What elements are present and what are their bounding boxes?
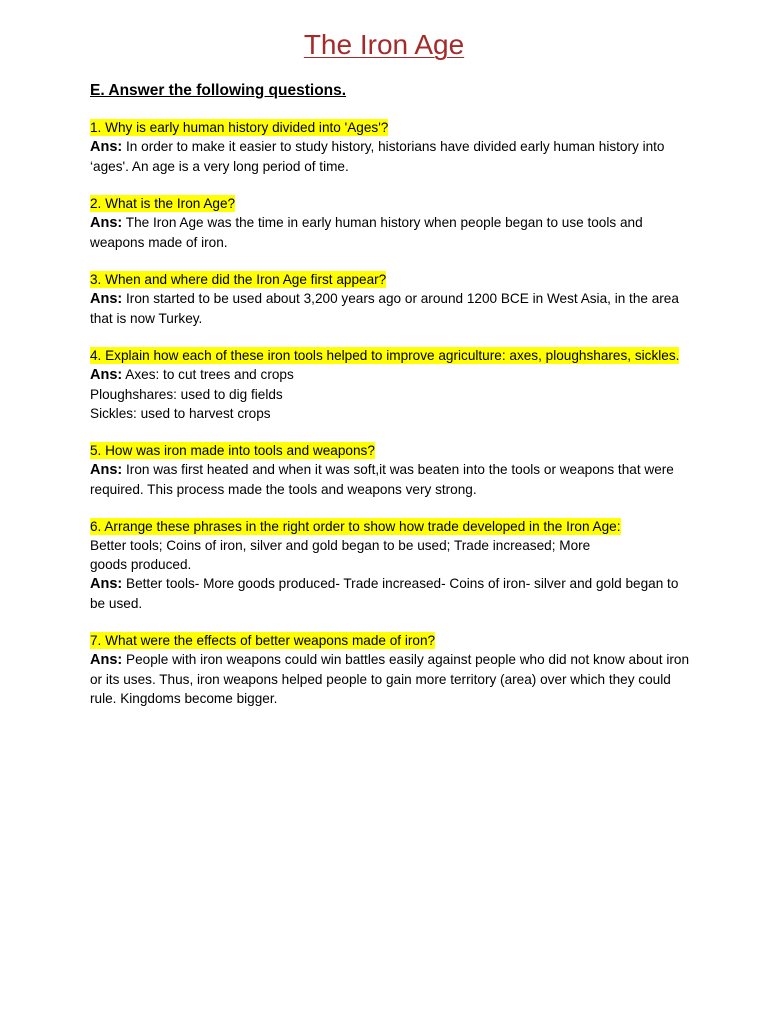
answer-text: Better tools- More goods produced- Trade increased- Coins of iron- silver and gold began to be used. [90,576,679,611]
answer-label: Ans: [90,652,123,668]
question-highlight: 2. What is the Iron Age? [90,196,236,211]
answer-text: People with iron weapons could win battles easily against people who did not know about iron or its uses. Thus, iron weapons helped people to gain more territory (area) over which they could rule. Kingdoms become bigger. [90,652,690,706]
answer-4-line-3: Sickles: used to harvest crops [90,406,271,421]
answer-label: Ans: [90,367,123,383]
qa-item-2 [90,194,690,252]
question-2 [90,194,690,213]
answer-1 [90,137,690,176]
answer-text: In order to make it easier to study history, historians have divided early human history into ‘ages'. An age is a very long period of time. [90,139,665,174]
question-6 [90,517,690,536]
section-heading: E. Answer the following questions. [90,82,347,99]
question-highlight: 4. Explain how each of these iron tools helped to improve agriculture: axes, ploughshares, sickles. [90,348,680,363]
document-body [90,80,690,726]
answer-5 [90,460,690,499]
document-title: The Iron Age [303,29,465,60]
question-highlight: 7. What were the effects of better weapons made of iron? [90,633,436,648]
answer-4-line-2: Ploughshares: used to dig fields [90,387,283,402]
phrases-line-1: Better tools; Coins of iron, silver and gold began to be used; Trade increased; More [90,538,591,553]
qa-item-3 [90,270,690,328]
answer-text: The Iron Age was the time in early human history when people began to use tools and weapons made of iron. [90,215,643,250]
answer-text: Axes: to cut trees and crops [125,367,294,382]
answer-7 [90,650,690,708]
answer-2 [90,213,690,252]
question-highlight: 3. When and where did the Iron Age first appear? [90,272,387,287]
question-5 [90,441,690,460]
phrases-line-2: goods produced. [90,557,192,572]
answer-label: Ans: [90,215,123,231]
question-highlight: 5. How was iron made into tools and weapons? [90,443,375,458]
question-highlight: 6. Arrange these phrases in the right order to show how trade developed in the Iron Age: [90,519,621,534]
answer-label: Ans: [90,139,123,155]
qa-item-4 [90,346,690,423]
qa-item-5 [90,441,690,499]
answer-6 [90,574,690,613]
answer-4 [90,365,690,385]
question-1 [90,118,690,137]
answer-label: Ans: [90,291,123,307]
answer-label: Ans: [90,576,123,592]
answer-text: Iron started to be used about 3,200 years ago or around 1200 BCE in West Asia, in the area that is now Turkey. [90,291,679,326]
qa-item-7 [90,631,690,708]
qa-item-1 [90,118,690,176]
question-highlight: 1. Why is early human history divided into 'Ages'? [90,120,389,135]
qa-item-6 [90,517,690,613]
question-7 [90,631,690,650]
answer-text: Iron was first heated and when it was soft,it was beaten into the tools or weapons that were required. This process made the tools and weapons very strong. [90,462,674,497]
answer-label: Ans: [90,462,123,478]
question-4 [90,346,690,365]
answer-3 [90,289,690,328]
question-3 [90,270,690,289]
